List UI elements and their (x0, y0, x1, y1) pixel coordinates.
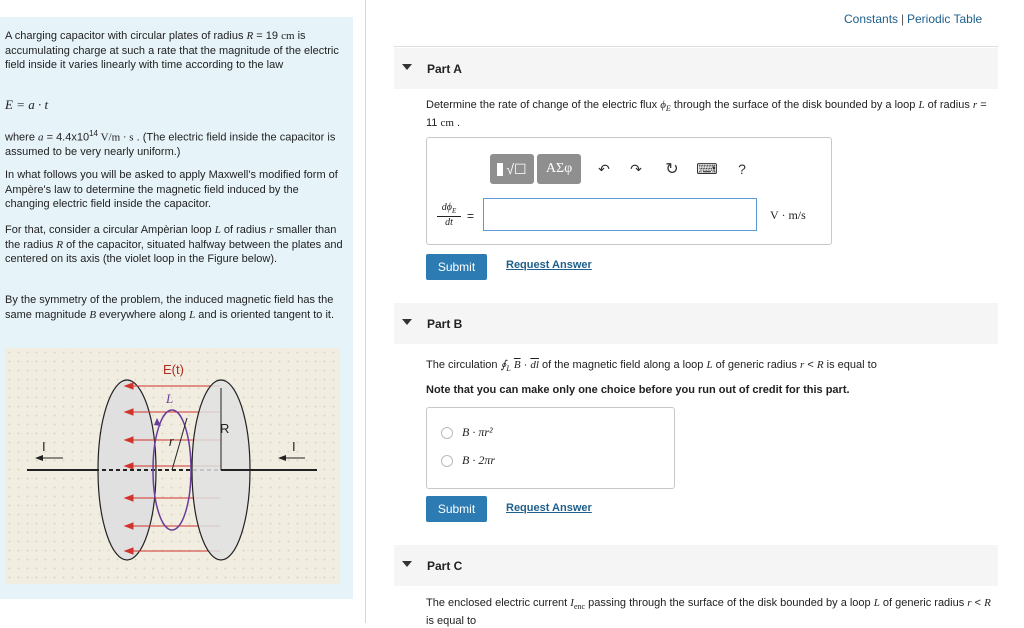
maxwell-paragraph: In what follows you will be asked to apply Maxwell's modified form of Ampère's law to determine the magnetic field induced by the changing electric field inside the capacitor. (5, 169, 338, 210)
choice-1-label[interactable]: B · πr² (462, 425, 493, 439)
header-rule (394, 46, 998, 47)
reset-icon[interactable]: ↻ (665, 161, 679, 178)
choice-1-radio[interactable] (441, 427, 453, 439)
part-a-submit-button[interactable]: Submit (426, 254, 487, 280)
derivative-fraction: $d\phi_E$ dt (437, 202, 461, 228)
keyboard-icon[interactable]: ⌨ (696, 161, 718, 178)
choice-2-label[interactable]: B · 2πr (462, 453, 496, 467)
constant-a-paragraph: where $a = 4.4x10^{14}$ V/m · s . (The electric field inside the capacitor is assumed to be very nearly uniform.) (5, 129, 336, 159)
collapse-triangle-icon[interactable] (402, 64, 412, 70)
part-c-title: Part C (427, 559, 463, 573)
greek-symbols-button[interactable]: ΑΣφ (537, 154, 581, 184)
part-b-credit-note: Note that you can make only one choice before you run out of credit for this part. (426, 384, 850, 396)
part-a-request-answer-link[interactable]: Request Answer (506, 259, 592, 271)
equals-sign: = (467, 209, 475, 223)
part-a-header[interactable] (394, 48, 998, 89)
label-current-right: I (292, 439, 296, 454)
label-L: L (166, 391, 174, 406)
part-c-header[interactable] (394, 545, 998, 586)
part-c-question: The enclosed electric current $I_{enc}$ passing through the surface of the disk bounded by a loop L of generic radius r < R is equal to (426, 597, 991, 628)
part-b-request-answer-link[interactable]: Request Answer (506, 502, 592, 514)
periodic-table-link[interactable]: Periodic Table (907, 12, 983, 26)
constants-link[interactable]: Constants (844, 12, 899, 26)
symmetry-paragraph: By the symmetry of the problem, the induced magnetic field has the same magnitude B everywhere along L and is oriented tangent to it. (5, 294, 335, 321)
templates-button[interactable] (490, 154, 534, 184)
panel-divider (365, 0, 366, 623)
label-r: r (169, 434, 174, 449)
units-label: V · m/s (770, 208, 806, 222)
capacitor-diagram (5, 348, 340, 584)
undo-icon[interactable]: ↶ (598, 160, 610, 177)
choice-list (426, 407, 675, 489)
part-b-submit-button[interactable]: Submit (426, 496, 487, 522)
answer-input[interactable] (483, 198, 757, 231)
label-current-left: I (42, 439, 46, 454)
collapse-triangle-icon[interactable] (402, 319, 412, 325)
sqrt-box-icon: √☐ (506, 160, 527, 177)
amperian-loop-paragraph: For that, consider a circular Ampèrian loop L of radius r smaller than the radius R of the capacitor, situated halfway between the plates and centered on its axis (the violet loop in the Figure below). (5, 224, 343, 265)
part-b-question: The circulation $∮_L$ $\overline{B} \cdot \overline{dl}$ of the magnetic field along a loop L of generic radius r < R is equal to (426, 359, 877, 374)
choice-2-radio[interactable] (441, 455, 453, 467)
intro-paragraph: A charging capacitor with circular plates of radius R = 19 cm is accumulating charge at such a rate that the magnitude of the electric field inside it varies linearly with time according to the law (5, 30, 339, 71)
radius-r-line (172, 418, 187, 470)
part-a-question: Determine the rate of change of the electric flux $\phi_E$ through the surface of the disk bounded by a loop L of radius r = 11 cm . (426, 99, 987, 130)
capacitor-figure (5, 348, 340, 584)
math-toolbar (490, 154, 766, 184)
link-separator: | (901, 12, 905, 26)
help-icon[interactable]: ? (738, 161, 746, 177)
label-E-t: E(t) (163, 362, 184, 377)
part-b-header[interactable] (394, 303, 998, 344)
label-R: R (220, 421, 230, 436)
field-law-equation: E = a · t (5, 97, 49, 112)
collapse-triangle-icon[interactable] (402, 561, 412, 567)
part-a-title: Part A (427, 62, 462, 76)
redo-icon[interactable]: ↷ (630, 160, 642, 177)
part-b-title: Part B (427, 317, 463, 331)
